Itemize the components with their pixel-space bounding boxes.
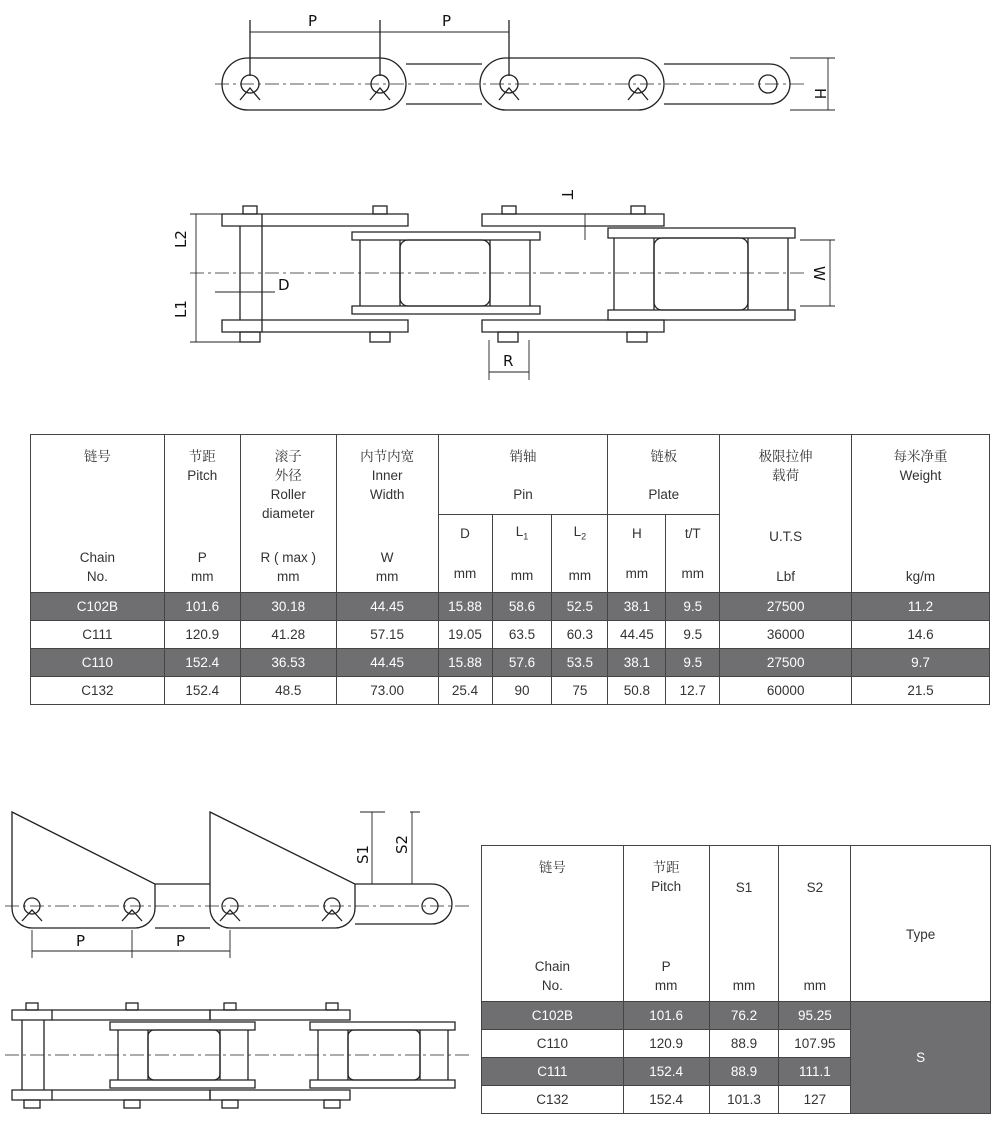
t2-header-s2: S2 mm [779, 846, 851, 1002]
table-cell: 52.5 [552, 593, 608, 621]
table-cell: 53.5 [552, 649, 608, 677]
table-cell: 90 [492, 677, 552, 705]
header-plate: 链板 Plate [608, 435, 720, 515]
table-cell: C111 [482, 1058, 624, 1086]
bottom-dim-p-label-1: P [76, 932, 86, 950]
dim-t-label: T [558, 190, 576, 200]
table-cell: 57.15 [336, 621, 438, 649]
table-cell: 60.3 [552, 621, 608, 649]
table-cell: 11.2 [852, 593, 990, 621]
dim-s1-label: S1 [354, 844, 372, 864]
table-cell: 44.45 [336, 649, 438, 677]
table-cell: 9.5 [666, 621, 720, 649]
table-cell: 50.8 [608, 677, 666, 705]
table-cell: 48.5 [240, 677, 336, 705]
table-cell: 107.95 [779, 1030, 851, 1058]
table-cell: 25.4 [438, 677, 492, 705]
table-cell: 41.28 [240, 621, 336, 649]
table-cell: 15.88 [438, 649, 492, 677]
table-cell: 88.9 [709, 1058, 779, 1086]
table-cell: 27500 [720, 649, 852, 677]
table-cell: C132 [31, 677, 165, 705]
header-uts: 极限拉伸 载荷 U.T.S Lbf [720, 435, 852, 593]
table-cell: C110 [31, 649, 165, 677]
table-cell: 63.5 [492, 621, 552, 649]
table-cell: 57.6 [492, 649, 552, 677]
table-cell: 101.3 [709, 1086, 779, 1114]
table-cell: 21.5 [852, 677, 990, 705]
table-cell: 30.18 [240, 593, 336, 621]
dim-l2-label: L2 [172, 230, 190, 248]
header-inner-width: 内节内宽 Inner Width W mm [336, 435, 438, 593]
table-cell: 127 [779, 1086, 851, 1114]
t2-header-pitch: 节距 Pitch P mm [623, 846, 709, 1002]
t2-header-type: Type [851, 846, 991, 1002]
t2-header-s1: S1 mm [709, 846, 779, 1002]
table-cell: 14.6 [852, 621, 990, 649]
table-row [482, 1002, 991, 1030]
table-cell: 73.00 [336, 677, 438, 705]
table-cell: 152.4 [164, 649, 240, 677]
dim-l1-label: L1 [172, 300, 190, 318]
dim-d-label: D [278, 276, 290, 294]
header-roller-diameter: 滚子 外径 Roller diameter R ( max ) mm [240, 435, 336, 593]
header-pin-l1: $L_1$ mm [492, 515, 552, 593]
table-cell: 36000 [720, 621, 852, 649]
header-pin-l2: $L_2$ mm [552, 515, 608, 593]
table-cell: 19.05 [438, 621, 492, 649]
table-cell: 44.45 [608, 621, 666, 649]
type-cell: S [851, 1002, 991, 1114]
table-cell: C111 [31, 621, 165, 649]
dim-p-label-1: P [308, 12, 318, 30]
table-cell: 120.9 [164, 621, 240, 649]
table-cell: 38.1 [608, 593, 666, 621]
table-cell: 9.5 [666, 649, 720, 677]
header-pin-d: D mm [438, 515, 492, 593]
header-pitch: 节距 Pitch P mm [164, 435, 240, 593]
header-weight: 每米净重 Weight kg/m [852, 435, 990, 593]
bottom-dim-p-label-2: P [176, 932, 186, 950]
header-plate-h: H mm [608, 515, 666, 593]
chain-type-table [481, 845, 991, 1114]
header-chain-no: 链号 Chain No. [31, 435, 165, 593]
dim-r-label: R [503, 352, 514, 370]
table-cell: 152.4 [623, 1058, 709, 1086]
table-cell: 101.6 [164, 593, 240, 621]
table-cell: 36.53 [240, 649, 336, 677]
dim-w-label: W [810, 266, 828, 281]
dim-h-label: H [811, 88, 829, 100]
table-cell: 27500 [720, 593, 852, 621]
table-cell: 75 [552, 677, 608, 705]
table-cell: 101.6 [623, 1002, 709, 1030]
table-cell: 88.9 [709, 1030, 779, 1058]
chain-diagram-bottom [0, 0, 480, 1128]
table-cell: 95.25 [779, 1002, 851, 1030]
table-cell: C102B [482, 1002, 624, 1030]
table-cell: 38.1 [608, 649, 666, 677]
header-pin: 销轴 Pin [438, 435, 608, 515]
header-plate-t: t/T mm [666, 515, 720, 593]
table-cell: 15.88 [438, 593, 492, 621]
table-cell: C110 [482, 1030, 624, 1058]
table-cell: 152.4 [623, 1086, 709, 1114]
table-cell: 44.45 [336, 593, 438, 621]
dim-s2-label: S2 [393, 834, 411, 854]
table-cell: 111.1 [779, 1058, 851, 1086]
table-cell: 58.6 [492, 593, 552, 621]
dim-p-label-2: P [442, 12, 452, 30]
table-cell: C132 [482, 1086, 624, 1114]
table-cell: C102B [31, 593, 165, 621]
table-cell: 9.5 [666, 593, 720, 621]
table-cell: 76.2 [709, 1002, 779, 1030]
table-cell: 120.9 [623, 1030, 709, 1058]
table-cell: 12.7 [666, 677, 720, 705]
table-cell: 60000 [720, 677, 852, 705]
table-cell: 9.7 [852, 649, 990, 677]
t2-header-chain-no: 链号 Chain No. [482, 846, 624, 1002]
table-cell: 152.4 [164, 677, 240, 705]
